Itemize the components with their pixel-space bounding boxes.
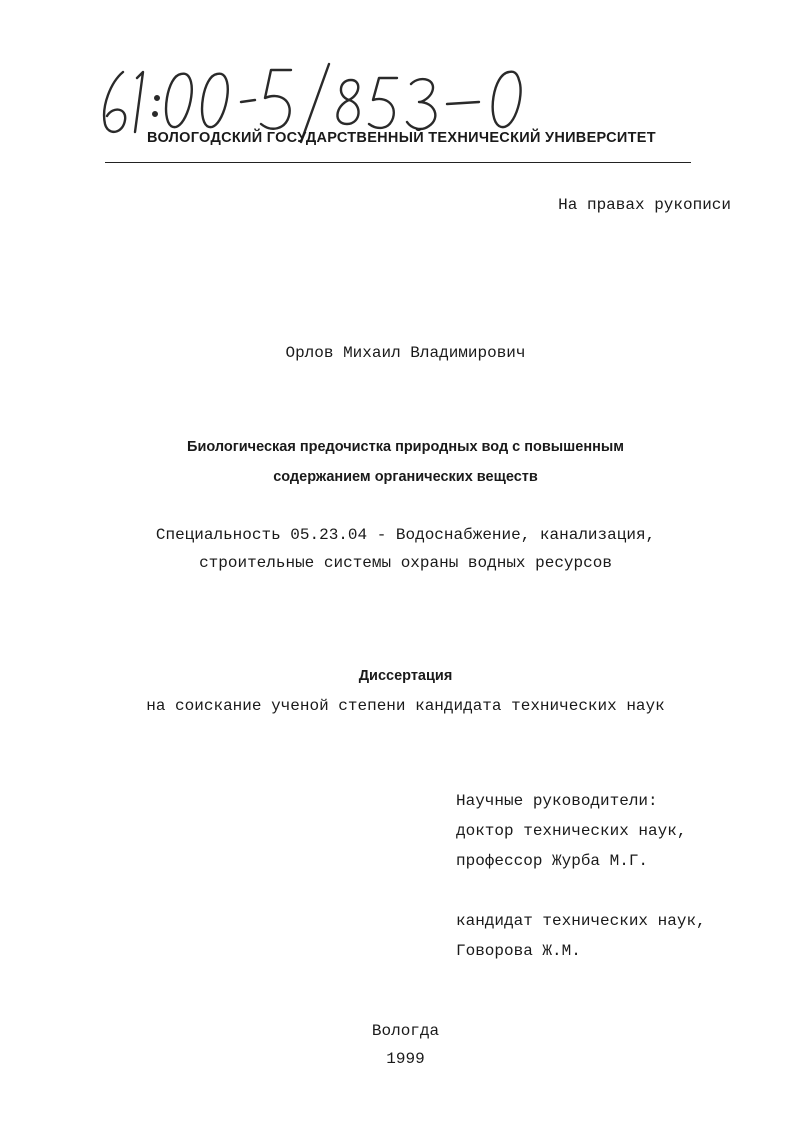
advisor-2-degree: кандидат технических наук, [456,912,706,930]
rights-note: На правах рукописи [558,196,731,214]
advisor-2-name: Говорова Ж.М. [456,942,581,960]
specialty-line-1: Специальность 05.23.04 - Водоснабжение, канализация, [155,526,656,544]
header-divider [105,162,691,163]
title-line-1: Биологическая предочистка природных вод с повышенным [187,439,624,455]
dissertation-label: Диссертация [358,668,453,684]
dissertation-title [0,432,793,492]
year: 1999 [386,1050,425,1068]
university-name: ВОЛОГОДСКИЙ ГОСУДАРСТВЕННЫЙ ТЕХНИЧЕСКИЙ УНИВЕРСИТЕТ [147,130,656,146]
author-name: Орлов Михаил Владимирович [285,344,526,362]
dissertation-purpose: на соискание ученой степени кандидата технических наук [146,697,665,715]
city: Вологда [371,1022,440,1040]
advisors-spacer [456,876,706,906]
advisors-heading: Научные руководители: [456,792,658,810]
advisor-1-name: профессор Журба М.Г. [456,852,649,870]
title-line-2: содержанием органических веществ [273,469,538,485]
advisors-block [456,786,706,966]
advisor-1-degree: доктор технических наук, [456,822,687,840]
specialty-line-2: строительные системы охраны водных ресурсов [199,554,612,572]
specialty [0,521,793,577]
